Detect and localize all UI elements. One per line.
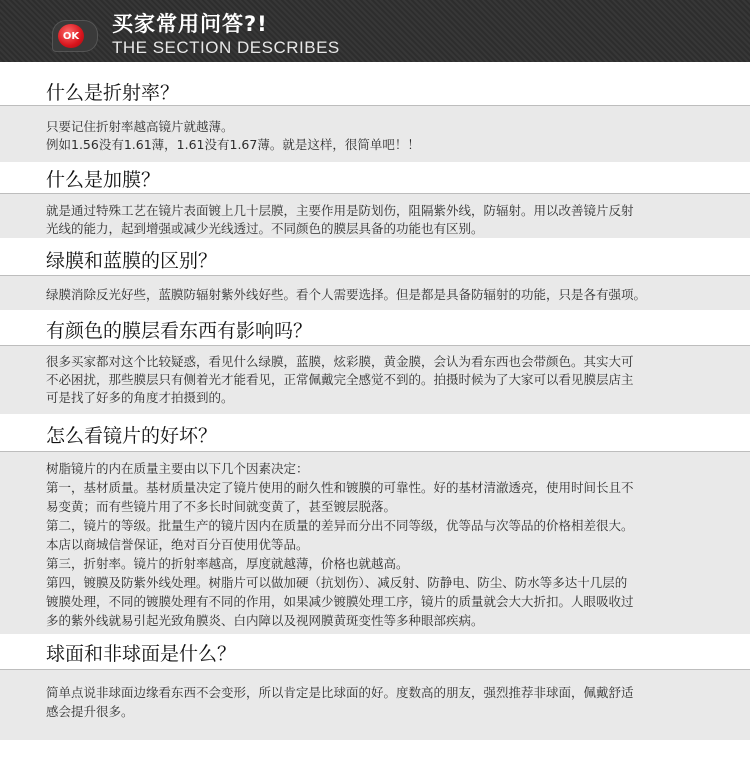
faq-answer <box>0 276 750 310</box>
faq-answer <box>0 670 750 740</box>
faq-answer-line: 简单点说非球面边缘看东西不会变形，所以肯定是比球面的好。度数高的朋友，强烈推荐非球面，佩戴舒适 <box>46 685 634 700</box>
faq-answer-line: 例如1.56没有1.61薄，1.61没有1.67薄。就是这样，很简单吧！！ <box>46 137 420 152</box>
faq-answer-line: 树脂镜片的内在质量主要由以下几个因素决定： <box>46 461 309 476</box>
faq-answer-line: 第一，基材质量。基材质量决定了镜片使用的耐久性和镀膜的可靠性。好的基材清澈透亮，使用时间长且不 <box>46 480 634 495</box>
faq-question-text: 球面和非球面是什么？ <box>46 643 237 665</box>
faq-question <box>0 162 750 194</box>
header-banner <box>0 0 750 62</box>
faq-question <box>0 314 750 346</box>
faq-question <box>0 72 750 106</box>
faq-answer-line: 很多买家都对这个比较疑惑，看见什么绿膜，蓝膜，炫彩膜，黄金膜，会认为看东西也会带颜色。其实大可 <box>46 354 634 369</box>
faq-answer-line: 不必困扰，那些膜层只有侧着光才能看见，正常佩戴完全感觉不到的。拍摄时候为了大家可以看见膜层店主 <box>46 372 634 387</box>
faq-answer-line: 可是找了好多的角度才拍摄到的。 <box>46 390 234 405</box>
faq-answer-line: 易变黄；而有些镜片用了不多长时间就变黄了，甚至镀层脱落。 <box>46 499 397 514</box>
faq-question <box>0 634 750 670</box>
faq-answer-line: 第三，折射率。镜片的折射率越高，厚度就越薄，价格也就越高。 <box>46 556 409 571</box>
faq-question-text: 有颜色的膜层看东西有影响吗？ <box>46 320 313 342</box>
faq-answer-line: 只要记住折射率越高镜片就越薄。 <box>46 119 234 134</box>
ok-badge-label: OK <box>58 24 84 48</box>
faq-answer-line: 镀膜处理，不同的镀膜处理有不同的作用，如果减少镀膜处理工序，镜片的质量就会大大折扣。人眼吸收过 <box>46 594 634 609</box>
faq-answer <box>0 106 750 162</box>
faq-question-text: 绿膜和蓝膜的区别？ <box>46 250 218 272</box>
faq-answer-line: 第四，镀膜及防紫外线处理。树脂片可以做加硬（抗划伤）、减反射、防静电、防尘、防水等多达十几层的 <box>46 575 628 590</box>
banner-title: 买家常用问答?! <box>112 12 268 36</box>
banner-subtitle: THE SECTION DESCRIBES <box>112 38 340 57</box>
faq-question <box>0 418 750 452</box>
faq-question <box>0 242 750 276</box>
faq-answer <box>0 346 750 414</box>
faq-answer-line: 多的紫外线就易引起光致角膜炎、白内障以及视网膜黄斑变性等多种眼部疾病。 <box>46 613 484 628</box>
faq-answer-line: 光线的能力，起到增强或减少光线透过。不同颜色的膜层具备的功能也有区别。 <box>46 221 484 236</box>
faq-answer <box>0 452 750 634</box>
faq-answer <box>0 194 750 238</box>
faq-question-text: 怎么看镜片的好坏？ <box>46 425 218 447</box>
faq-question-text: 什么是折射率？ <box>46 82 180 104</box>
faq-question-text: 什么是加膜？ <box>46 169 161 191</box>
ok-badge-icon <box>52 20 98 52</box>
faq-answer-line: 第二，镜片的等级。批量生产的镜片因内在质量的差异而分出不同等级，优等品与次等品的价格相差很大。 <box>46 518 634 533</box>
faq-answer-line: 就是通过特殊工艺在镜片表面镀上几十层膜，主要作用是防划伤，阻隔紫外线，防辐射。用以改善镜片反射 <box>46 203 634 218</box>
faq-answer-line: 感会提升很多。 <box>46 704 134 719</box>
faq-answer-line: 绿膜消除反光好些，蓝膜防辐射紫外线好些。看个人需要选择。但是都是具备防辐射的功能，只是各有强项。 <box>46 287 647 302</box>
faq-answer-line: 本店以商城信誉保证，绝对百分百使用优等品。 <box>46 537 309 552</box>
